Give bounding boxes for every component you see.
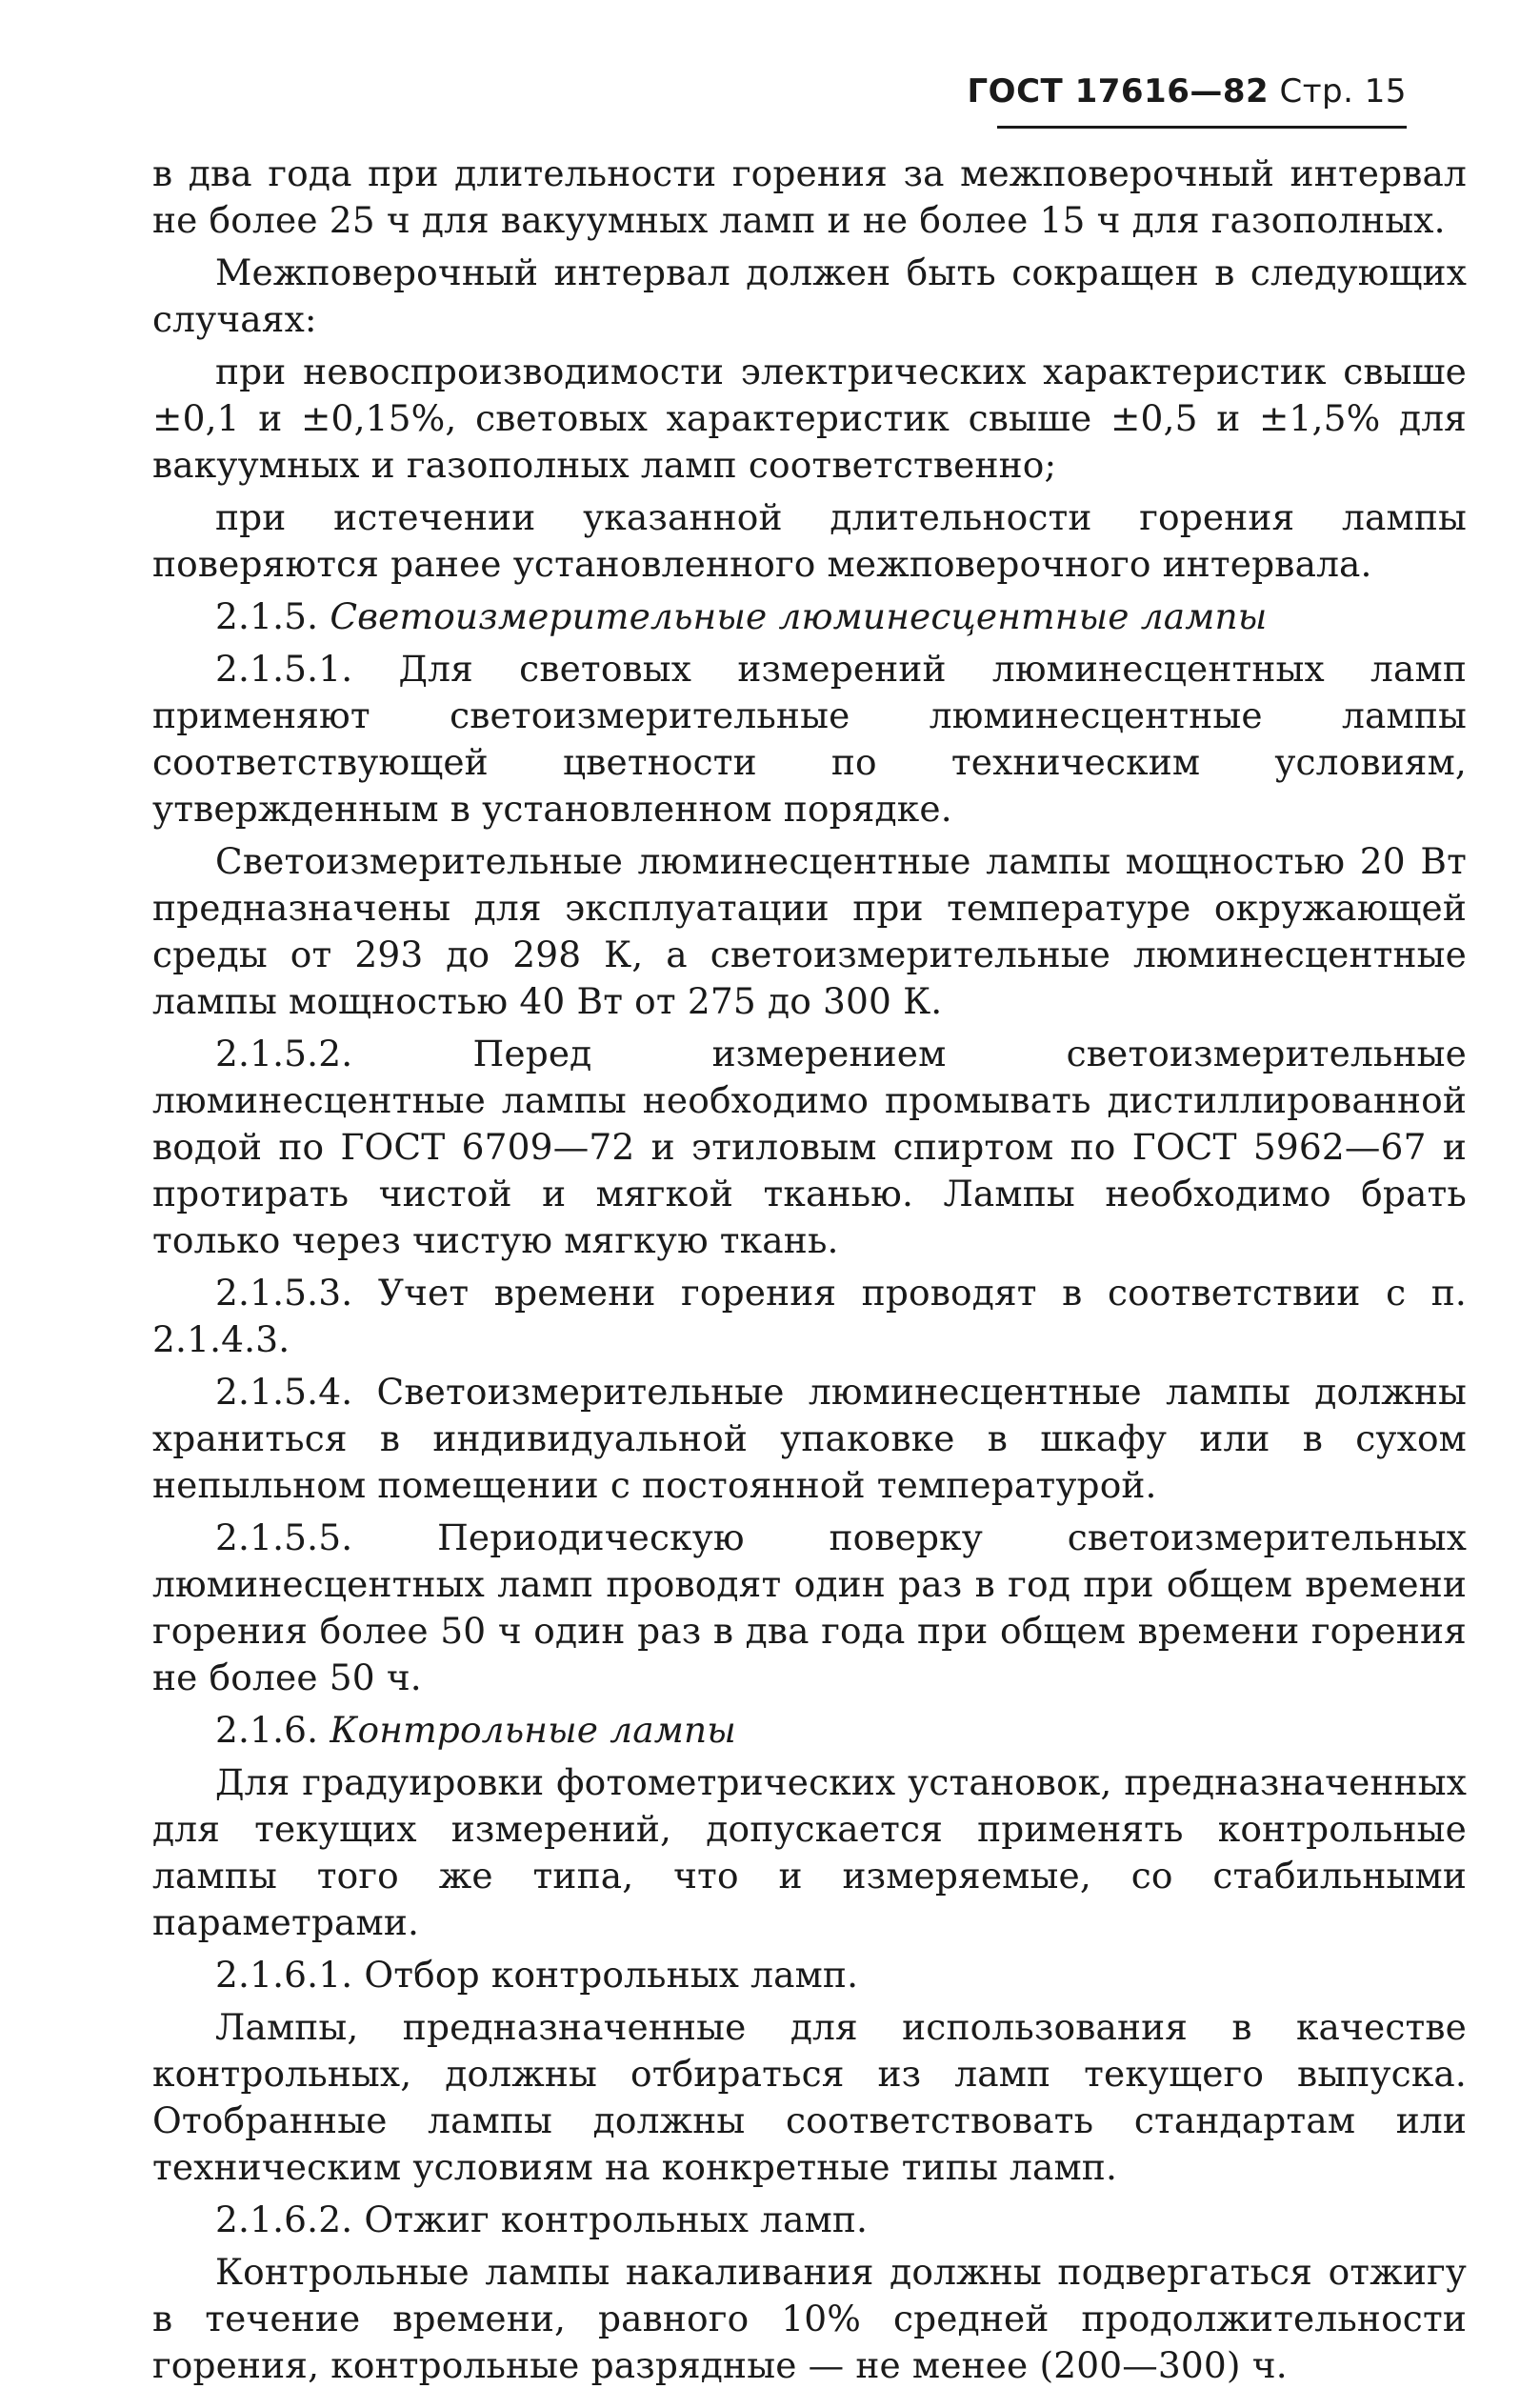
paragraph: Контрольные лампы накаливания должны подвергаться отжигу в течение времени, равного 10% средней продолжительности горения, контрольные разрядные — не менее (200—300) ч. — [152, 2251, 1467, 2386]
section-number: 2.1.5. — [215, 595, 319, 637]
paragraph: 2.1.5.4. Светоизмерительные люминесцентные лампы должны храниться в индивидуальной упаковке в шкафу или в сухом непыльном помещении с постоянной температурой. — [152, 1371, 1467, 1506]
section-number: 2.1.6. — [215, 1709, 319, 1751]
paragraph: в два года при длительности горения за межповерочный интервал не более 25 ч для вакуумных ламп и не более 15 ч для газополных. — [152, 152, 1467, 241]
paragraph: 2.1.6.2. Отжиг контрольных ламп. — [215, 2198, 869, 2240]
paragraph: 2.1.5.1. Для световых измерений люминесцентных ламп применяют светоизмерительные люминесцентные лампы соответствующей цветности по техническим условиям, утвержденным в установленном порядке. — [152, 648, 1467, 830]
body-text — [152, 151, 1467, 2389]
paragraph: Светоизмерительные люминесцентные лампы мощностью 20 Вт предназначены для эксплуатации при температуре окружающей среды от 293 до 298 К, а светоизмерительные люминесцентные лампы мощностью 40 Вт от 275 до 300 К. — [152, 840, 1467, 1022]
paragraph: Межповерочный интервал должен быть сокращен в следующих случаях: — [152, 251, 1467, 340]
standard-number: ГОСТ 17616—82 — [967, 72, 1270, 110]
paragraph: 2.1.6.1. Отбор контрольных ламп. — [215, 1954, 859, 1996]
paragraph: 2.1.5.5. Периодическую поверку светоизмерительных люминесцентных ламп проводят один раз в год при общем времени горения более 50 ч один раз в два года при общем времени горения не более 50 ч. — [152, 1516, 1467, 1698]
page-number: Стр. 15 — [1279, 72, 1407, 110]
page-header — [968, 72, 1407, 110]
paragraph: при истечении указанной длительности горения лампы поверяются ранее установленного межповерочного интервала. — [152, 496, 1467, 585]
section-heading-2-1-5 — [152, 593, 1467, 640]
paragraph: при невоспроизводимости электрических характеристик свыше ±0,1 и ±0,15%, световых характеристик свыше ±0,5 и ±1,5% для вакуумных и газополных ламп соответственно; — [152, 351, 1467, 486]
section-title: Контрольные лампы — [330, 1709, 736, 1751]
paragraph: 2.1.5.2. Перед измерением светоизмерительные люминесцентные лампы необходимо промывать дистиллированной водой по ГОСТ 6709—72 и этиловым спиртом по ГОСТ 5962—67 и протирать чистой и мягкой тканью. Лампы необходимо брать только через чистую мягкую ткань. — [152, 1033, 1467, 1261]
paragraph: Для градуировки фотометрических установок, предназначенных для текущих измерений, допускается применять контрольные лампы того же типа, что и измеряемые, со стабильными параметрами. — [152, 1761, 1467, 1943]
header-rule — [997, 126, 1407, 129]
section-heading-2-1-6 — [152, 1707, 1467, 1754]
paragraph: Лампы, предназначенные для использования в качестве контрольных, должны отбираться из ламп текущего выпуска. Отобранные лампы должны соответствовать стандартам или техническим условиям на конкретные типы ламп. — [152, 2006, 1467, 2188]
paragraph: 2.1.5.3. Учет времени горения проводят в соответствии с п. 2.1.4.3. — [152, 1272, 1467, 1360]
section-title: Светоизмерительные люминесцентные лампы — [330, 595, 1268, 637]
